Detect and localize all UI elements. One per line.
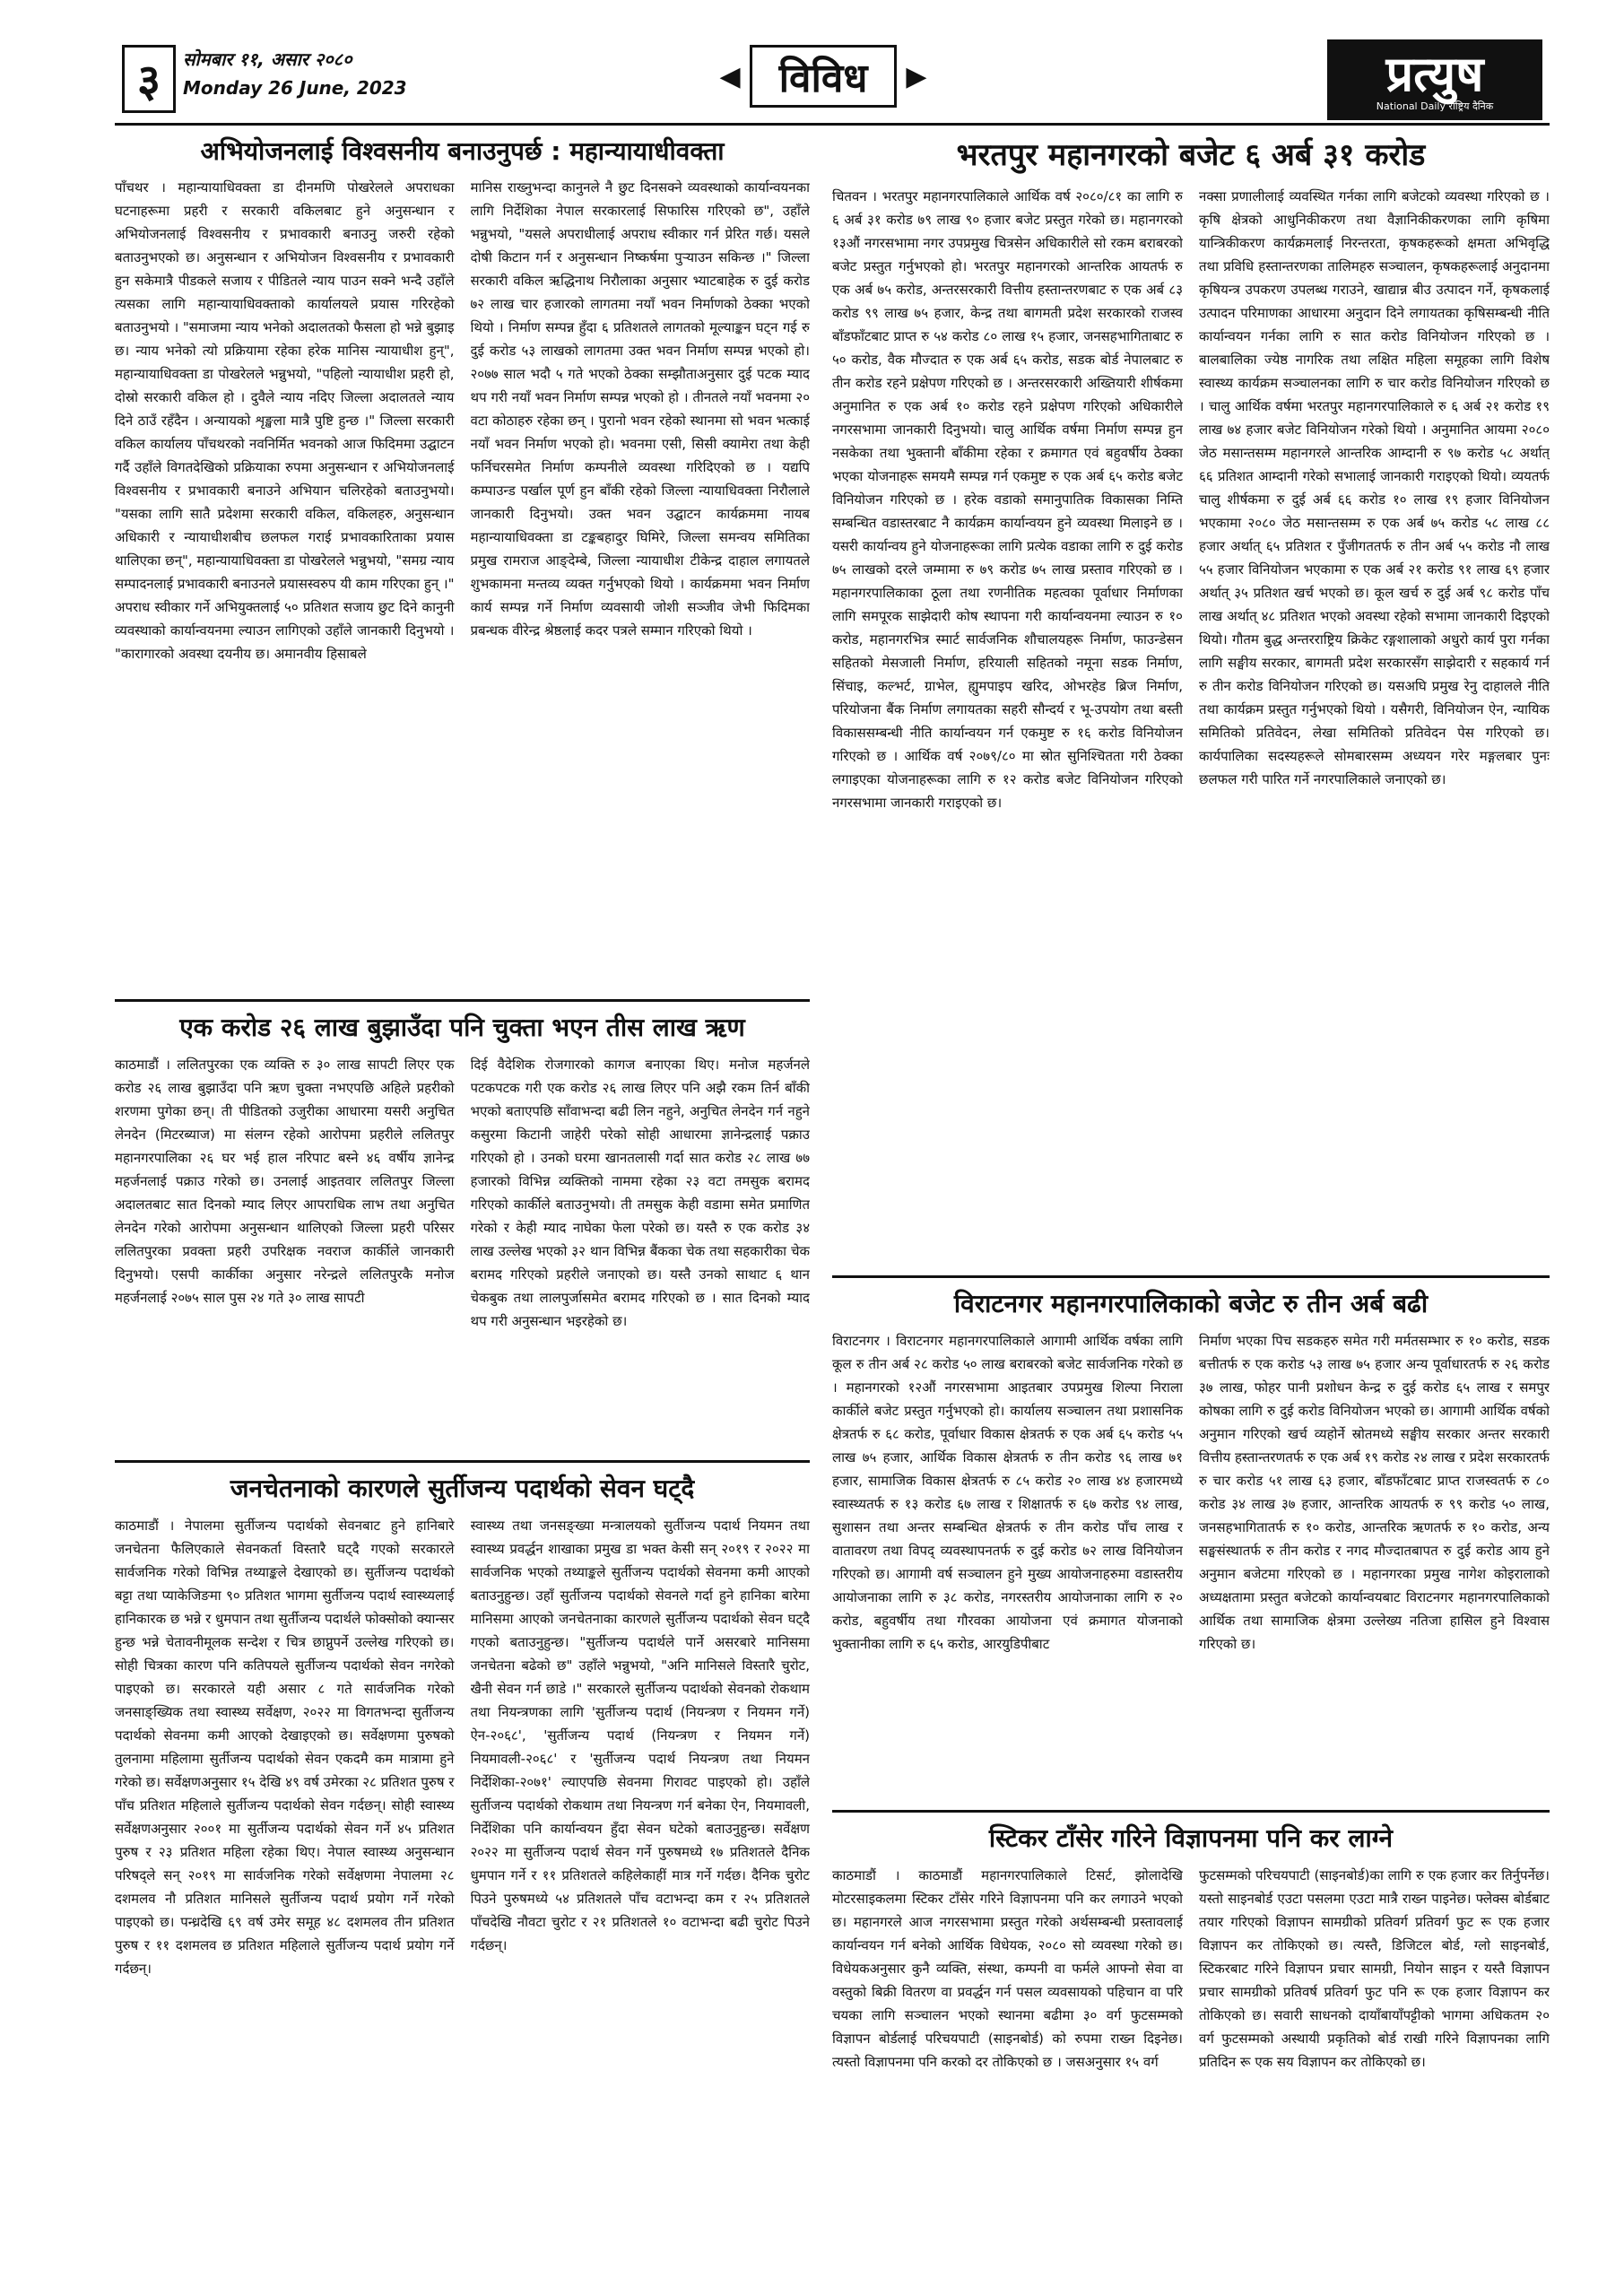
article-biratnagar-budget — [832, 1283, 1550, 1803]
article-tobacco — [115, 1467, 810, 2251]
newspaper-logo — [1327, 39, 1542, 120]
headline: विराटनगर महानगरपालिकाको बजेट रु तीन अर्ब बढी — [953, 1289, 1429, 1318]
article-sticker-tax — [832, 1817, 1550, 2251]
headline: स्टिकर टाँसेर गरिने विज्ञापनमा पनि कर लाग्ने — [988, 1823, 1394, 1853]
article-text-col1: काठमाडौं । ललितपुरका एक व्यक्ति रु ३० लाख सापटी लिएर एक करोड २६ लाख बुझाउँदा पनि ऋण चुक्ता नभएपछि अहिले प्रहरीको शरणमा पुगेका छन्। ती पीडितको उजुरीका आधारमा यसरी अनुचित लेनदेन (मिटरब्याज) मा संलग्न रहेको आरोपमा प्रहरीले ललितपुर महानगरपालिका २६ घर भई हाल नरिपाट बस्ने ४६ वर्षीय ज्ञानेन्द्र महर्जनलाई पक्राउ गरेको छ। उनलाई आइतवार ललितपुर जिल्ला अदालतबाट सात दिनको म्याद लिएर आपराधिक लाभ तथा अनुचित लेनदेन गरेको आरोपमा अनुसन्धान थालिएको जिल्ला प्रहरी परिसर ललितपुरका प्रवक्ता प्रहरी उपरिक्षक नवराज कार्कीले जानकारी दिनुभयो। एसपी कार्कीका अनुसार नरेन्द्रले ललितपुरकै मनोज महर्जनलाई २०७५ साल पुस २४ गते ३० लाख सापटी — [115, 1057, 455, 1306]
issue-date — [183, 45, 407, 102]
headline: अभियोजनलाई विश्वसनीय बनाउनुपर्छ : महान्यायाधीवक्ता — [200, 136, 725, 166]
headline: एक करोड २६ लाख बुझाउँदा पनि चुक्ता भएन तीस लाख ऋण — [179, 1013, 745, 1042]
divider — [115, 999, 810, 1002]
page-number: ३ — [122, 45, 176, 113]
article-attorney-general — [115, 131, 810, 992]
article-text-col2: नक्सा प्रणालीलाई व्यवस्थित गर्नका लागि बजेटको व्यवस्था गरिएको छ । कृषि क्षेत्रको आधुनिकीकरण तथा वैज्ञानिकीकरणका लागि कृषिमा यान्त्रिकीकरण कार्यक्रमलाई निरन्तरता, कृषकहरूको क्षमता अभिवृद्धि तथा प्रविधि हस्तान्तरणका तालिमहरु सञ्चालन, कृषकहरूलाई अनुदानमा कृषियन्त्र उपकरण उपलब्ध गराउने, खाद्यान्न बीउ उत्पादन गर्ने, कृषकलाई उत्पादन परिमाणका आधारमा अनुदान दिने लगायतका कृषिसम्बन्धी नीति कार्यान्वयन गर्नका लागि रु सात करोड विनियोजन गरिएको छ । बालबालिका ज्येष्ठ नागरिक तथा लक्षित महिला समूहका लागि विशेष स्वास्थ्य कार्यक्रम सञ्चालनका लागि रु चार करोड विनियोजन गरिएको छ । चालु आर्थिक वर्षमा भरतपुर महानगरपालिकाले रु ६ अर्ब २१ करोड १९ लाख ७४ हजार बजेट विनियोजन गरेको थियो । अनुमानित आयमा २०८० जेठ मसान्तसम्म महानगरले आन्तरिक आम्दानी रु ९७ करोड ५८ अर्थात् ६६ प्रतिशत आम्दानी गरेको सभालाई जानकारी गराइएको थियो। व्ययतर्फ चालु शीर्षकमा रु दुई अर्ब ६६ करोड १० लाख १९ हजार विनियोजन भएकामा २०८० जेठ मसान्तसम्म रु एक अर्ब ७५ करोड ५८ लाख ८८ हजार अर्थात् ६५ प्रतिशत र पुँजीगततर्फ रु तीन अर्ब ५५ करोड नौ लाख ५५ हजार विनियोजन भएकामा रु एक अर्ब २१ करोड ९१ लाख ६९ हजार अर्थात् ३५ प्रतिशत खर्च भएको छ। कूल खर्च रु दुई अर्ब ९८ करोड पाँच लाख अर्थात् ४८ प्रतिशत भएको अवस्था रहेको सभामा जानकारी दिइएको थियो। गौतम बुद्ध अन्तरराष्ट्रिय क्रिकेट रङ्गशालाको अधुरो कार्य पुरा गर्नका लागि सङ्घीय सरकार, बागमती प्रदेश सरकारसँग साझेदारी र सहकार्य गर्न रु तीन करोड विनियोजन गरिएको छ। यसअघि प्रमुख रेनु दाहालले नीति तथा कार्यक्रम प्रस्तुत गर्नुभएको थियो । यसैगरी, विनियोजन ऐन, न्यायिक समितिको प्रतिवेदन, लेखा समितिको प्रतिवेदन पेस गरिएको छ। कार्यपालिका सदस्यहरूले सोमबारसम्म अध्ययन गरेर मङ्गलबार पुनः छलफल गरी पारित गर्ने नगरपालिकाले जनाएको छ। — [1199, 188, 1550, 787]
date-nepali: सोमबार ११, असार २०८० — [183, 48, 352, 70]
article-text-col2: मानिस राख्नुभन्दा कानुनले नै छुट दिनसक्ने व्यवस्थाको कार्यान्वयनका लागि निर्देशिका नेपाल सरकारलाई सिफारिस गरिएको छ", उहाँले भन्नुभयो, "यसले अपराधीलाई अपराध स्वीकार गर्न प्रेरित गर्छ। यसले दोषी किटान गर्न र अनुसन्धान निष्कर्षमा पुऱ्याउन सकिन्छ ।" जिल्ला सरकारी वकिल ऋद्धिनाथ निरौलाका अनुसार भ्याटबाहेक रु दुई करोड ७२ लाख चार हजारको लागतमा नयाँ भवन निर्माणको ठेक्का भएको थियो । निर्माण सम्पन्न हुँदा ६ प्रतिशतले लागतको मूल्याङ्कन घट्न गई रु दुई करोड ५३ लाखको लागतमा उक्त भवन निर्माण सम्पन्न भएको हो। २०७७ साल भदौ ५ गते भएको ठेक्का सम्झौताअनुसार दुई पटक म्याद थप गरी नयाँ भवन निर्माण सम्पन्न भएको हो । तीनतले नयाँ भवनमा २० वटा कोठाहरु रहेका छन् । पुरानो भवन रहेको स्थानमा सो भवन भत्काई नयाँ भवन निर्माण भएको हो। भवनमा एसी, सिसी क्यामेरा तथा केही फर्निचरसमेत निर्माण कम्पनीले व्यवस्था गरिदिएको छ । यद्यपि कम्पाउन्ड पर्खाल पूर्ण हुन बाँकी रहेको जिल्ला न्यायाधिवक्ता निरौलाले जानकारी दिनुभयो। उक्त भवन उद्घाटन कार्यक्रममा नायब महान्यायाधिवक्ता डा टङ्कबहादुर घिमिरे, जिल्ला समन्वय समितिका प्रमुख रामराज आङ्देम्बे, जिल्ला न्यायाधीश टीकेन्द्र दाहाल लगायतले शुभकामना मन्तव्य व्यक्त गर्नुभएको थियो । कार्यक्रममा भवन निर्माण कार्य सम्पन्न गर्ने निर्माण व्यवसायी जोशी सञ्जीव जेभी फिदिमका प्रबन्धक वीरेन्द्र श्रेष्ठलाई कदर पत्रले सम्मान गरिएको थियो । — [470, 179, 810, 639]
article-text-col1: काठमाडौं । नेपालमा सुर्तीजन्य पदार्थको सेवनबाट हुने हानिबारे जनचेतना फैलिएकाले सेवनकर्ता विस्तारै घट्दै गएको सरकारले सार्वजनिक गरेको विभिन्न तथ्याङ्कले देखाएको छ। सुर्तीजन्य पदार्थको बट्टा तथा प्याकेजिङमा ९० प्रतिशत भागमा सुर्तीजन्य पदार्थ स्वास्थ्यलाई हानिकारक छ भन्ने र धुमपान तथा सुर्तीजन्य पदार्थले फोक्सोको क्यान्सर हुन्छ भन्ने चेतावनीमूलक सन्देश र चित्र छाप्नुपर्ने उल्लेख गरिएको छ। सोही चित्रका कारण पनि कतिपयले सुर्तीजन्य पदार्थको सेवन नगरेको पाइएको छ। सरकारले यही असार ८ गते सार्वजनिक गरेको जनसाङ्ख्यिक तथा स्वास्थ्य सर्वेक्षण, २०२२ मा विगतभन्दा सुर्तीजन्य पदार्थको सेवनमा कमी आएको देखाइएको छ। सर्वेक्षणमा पुरुषको तुलनामा महिलामा सुर्तीजन्य पदार्थको सेवन एकदमै कम मात्रामा हुने गरेको छ। सर्वेक्षणअनुसार १५ देखि ४९ वर्ष उमेरका २८ प्रतिशत पुरुष र पाँच प्रतिशत महिलाले सुर्तीजन्य पदार्थको सेवन गर्दछन्। सोही स्वास्थ्य सर्वेक्षणअनुसार २००१ मा सुर्तीजन्य पदार्थको सेवन गर्ने ४५ प्रतिशत पुरुष र २३ प्रतिशत महिला रहेका थिए। नेपाल स्वास्थ्य अनुसन्धान परिषद्ले सन् २०१९ मा सार्वजनिक गरेको सर्वेक्षणमा नेपालमा २८ दशमलव नौ प्रतिशत मानिसले सुर्तीजन्य पदार्थ प्रयोग गर्ने गरेको पाइएको छ। पन्ध्रदेखि ६९ वर्ष उमेर समूह ४८ दशमलव तीन प्रतिशत पुरुष र ११ दशमलव छ प्रतिशत महिलाले सुर्तीजन्य पदार्थ प्रयोग गर्ने गर्दछन्। — [115, 1518, 455, 1977]
logo-tagline-np: राष्ट्रिय दैनिक — [1448, 100, 1494, 112]
logo-tagline-en: National Daily — [1376, 100, 1446, 112]
article-text-col2: स्वास्थ्य तथा जनसङ्ख्या मन्त्रालयको सुर्तीजन्य पदार्थ नियमन तथा स्वास्थ्य प्रवर्द्धन शाखाका प्रमुख डा भक्त केसी सन् २०१९ र २०२२ मा सार्वजनिक भएको तथ्याङ्कले सुर्तीजन्य पदार्थको सेवनमा कमी आएको बताउनुहुन्छ। उहाँ सुर्तीजन्य पदार्थको सेवनले गर्दा हुने हानिका बारेमा मानिसमा आएको जनचेतनाका कारणले सुर्तीजन्य पदार्थको सेवन घट्दै गएको बताउनुहुन्छ। "सुर्तीजन्य पदार्थले पार्ने असरबारे मानिसमा जनचेतना बढेको छ" उहाँले भन्नुभयो, "अनि मानिसले विस्तारै चुरोट, खैनी सेवन गर्न छाडे ।" सरकारले सुर्तीजन्य पदार्थको सेवनको रोकथाम तथा नियन्त्रणका लागि 'सुर्तीजन्य पदार्थ (नियन्त्रण र नियमन गर्ने) ऐन-२०६८', 'सुर्तीजन्य पदार्थ (नियन्त्रण र नियमन गर्ने) नियमावली-२०६८' र 'सुर्तीजन्य पदार्थ नियन्त्रण तथा नियमन निर्देशिका-२०७१' ल्याएपछि सेवनमा गिरावट पाइएको हो। उहाँले सुर्तीजन्य पदार्थको रोकथाम तथा नियन्त्रण गर्न बनेका ऐन, नियमावली, निर्देशिका पनि कार्यान्वयन हुँदा सेवन घटेको बताउनुहुन्छ। सर्वेक्षण २०२२ मा सुर्तीजन्य पदार्थ सेवन गर्ने पुरुषमध्ये १७ प्रतिशतले दैनिक धुमपान गर्ने र ११ प्रतिशतले कहिलेकाहीं मात्र गर्ने गर्दछ। दैनिक चुरोट पिउने पुरुषमध्ये ५४ प्रतिशतले पाँच वटाभन्दा कम र २५ प्रतिशतले पाँचदेखि नौवटा चुरोट र २१ प्रतिशतले १० वटाभन्दा बढी चुरोट पिउने गर्दछन्। — [470, 1518, 810, 1953]
left-arrow-icon: ◀ — [719, 60, 741, 92]
article-text-col1: पाँचथर । महान्यायाधिवक्ता डा दीनमणि पोखरेलले अपराधका घटनाहरूमा प्रहरी र सरकारी वकिलबाट हुने अनुसन्धान र अभियोजनलाई विश्वसनीय र प्रभावकारी बनाउनु जरुरी रहेको बताउनुभएको छ। अनुसन्धान र अभियोजन विश्वसनीय र प्रभावकारी हुन सकेमात्रै पीडकले सजाय र पीडितले न्याय पाउन सक्ने भन्दै उहाँले त्यसका लागि महान्यायाधिवक्ताको कार्यालयले प्रयास गरिरहेको बताउनुभयो । "समाजमा न्याय भनेको अदालतको फैसला हो भन्ने बुझाइ छ। न्याय भनेको त्यो प्रक्रियामा रहेका हरेक मानिस न्यायाधीश हुन्", महान्यायाधिवक्ता डा पोखरेलले भन्नुभयो, "पहिलो न्यायाधीश प्रहरी हो, दोस्रो सरकारी वकिल हो । दुवैले न्याय नदिए जिल्ला अदालतले न्याय दिने ठाउँ रहँदैन । अन्यायको शृङ्खला मात्रै पुष्टि हुन्छ ।" जिल्ला सरकारी वकिल कार्यालय पाँचथरको नवनिर्मित भवनको आज फिदिममा उद्घाटन गर्दै उहाँले विगतदेखिको प्रक्रियाका रुपमा अनुसन्धान र अभियोजनलाई विश्वसनीय र प्रभावकारी बनाउने अभियान चलिरहेको बताउनुभयो। "यसका लागि सातै प्रदेशमा सरकारी वकिल, वकिलहरु, अनुसन्धान अधिकारी र न्यायाधीशबीच छलफल गराई प्रभावकारिताका प्रयास थालिएका छन्", महान्यायाधिवक्ता डा पोखरेलले भन्नुभयो, "समग्र न्याय सम्पादनलाई प्रभावकारी बनाउनले प्रयासस्वरुप यी काम गरिएका हुन् ।" अपराध स्वीकार गर्ने अभियुक्तलाई ५० प्रतिशत सजाय छुट दिने कानुनी व्यवस्थाको कार्यान्वयनमा ल्याउन लागिएको उहाँले जानकारी दिनुभयो । "कारागारको अवस्था दयनीय छ। अमानवीय हिसाबले — [115, 179, 455, 662]
headline: भरतपुर महानगरको बजेट ६ अर्ब ३१ करोड — [956, 137, 1426, 173]
article-text-col1: विराटनगर । विराटनगर महानगरपालिकाले आगामी आर्थिक वर्षका लागि कूल रु तीन अर्ब २८ करोड ५० लाख बराबरको बजेट सार्वजनिक गरेको छ । महानगरको १२औं नगरसभामा आइतबार उपप्रमुख शिल्पा निराला कार्कीले बजेट प्रस्तुत गर्नुभएको हो। कार्यालय सञ्चालन तथा प्रशासनिक क्षेत्रतर्फ रु ६८ करोड, पूर्वाधार विकास क्षेत्रतर्फ रु एक अर्ब ६५ करोड ५५ लाख ७५ हजार, आर्थिक विकास क्षेत्रतर्फ रु तीन करोड ९६ लाख ७१ हजार, सामाजिक विकास क्षेत्रतर्फ रु ८५ करोड २० लाख ४४ हजारमध्ये स्वास्थ्यतर्फ रु १३ करोड ६७ लाख र शिक्षातर्फ रु ६७ करोड ९४ लाख, सुशासन तथा अन्तर सम्बन्धित क्षेत्रतर्फ रु तीन करोड पाँच लाख र वातावरण तथा विपद् व्यवस्थापनतर्फ रु दुई करोड ७२ लाख विनियोजन गरिएको छ। आगामी वर्ष सञ्चालन हुने मुख्य आयोजनाहरुमा वडास्तरीय आयोजनाका लागि रु ३८ करोड, नगरस्तरीय आयोजनाका लागि रु २० करोड, बहुवर्षीय तथा गौरवका आयोजना एवं क्रमागत योजनाको भुक्तानीका लागि रु ६५ करोड, आरयुडिपीबाट — [832, 1333, 1183, 1652]
newspaper-page — [115, 36, 1550, 2251]
article-bharatpur-budget — [832, 131, 1550, 1270]
article-text-col1: काठमाडौं । काठमाडौं महानगरपालिकाले टिसर्ट, झोलादेखि मोटरसाइकलमा स्टिकर टाँसेर गरिने विज्ञापनमा पनि कर लगाउने भएको छ। महानगरले आज नगरसभामा प्रस्तुत गरेको अर्थसम्बन्धी प्रस्तावलाई कार्यान्वयन गर्न बनेको आर्थिक विधेयक, २०८० सो व्यवस्था गरेको छ। विधेयकअनुसार कुनै व्यक्ति, संस्था, कम्पनी वा फर्मले आफ्नो सेवा वा वस्तुको बिक्री वितरण वा प्रवर्द्धन गर्न पसल व्यवसायको पहिचान वा परि चयका लागि सञ्चालन भएको स्थानमा बढीमा ३० वर्ग फुटसम्मको विज्ञापन बोर्डलाई परिचयपाटी (साइनबोर्ड) को रुपमा राख्न दिइनेछ। त्यस्तो विज्ञापनमा पनि करको दर तोकिएको छ । जसअनुसार १५ वर्ग — [832, 1867, 1183, 2070]
article-text-col1: चितवन । भरतपुर महानगरपालिकाले आर्थिक वर्ष २०८०/८१ का लागि रु ६ अर्ब ३१ करोड ७९ लाख ९० हजार बजेट प्रस्तुत गरेको छ। महानगरको १३औं नगरसभामा नगर उपप्रमुख चित्रसेन अधिकारीले सो रकम बराबरको बजेट प्रस्तुत गर्नुभएको हो। भरतपुर महानगरको आन्तरिक आयतर्फ रु एक अर्ब ७५ करोड, अन्तरसरकारी वित्तीय हस्तान्तरणबाट रु एक अर्ब ८३ करोड ९९ लाख ७५ हजार, केन्द्र तथा बागमती प्रदेश सरकारको राजस्व बाँडफाँटबाट प्राप्त रु ५४ करोड ८० लाख १५ हजार, जनसहभागिताबाट रु ५० करोड, वैक मौज्दात रु एक अर्ब ६५ करोड, सडक बोर्ड नेपालबाट रु तीन करोड रहने प्रक्षेपण गरिएको छ । अन्तरसरकारी अख्तियारी शीर्षकमा अनुमानित रु एक अर्ब १० करोड रहने प्रक्षेपण गरिएको अधिकारीले नगरसभामा जानकारी दिनुभयो। चालु आर्थिक वर्षमा निर्माण सम्पन्न हुन नसकेका तथा भुक्तानी बाँकीमा रहेका र क्रमागत एवं बहुवर्षीय ठेक्का भएका योजनाहरू समयमै सम्पन्न गर्न एकमुष्ट रु एक अर्ब ६५ करोड बजेट विनियोजन गरिएको छ । हरेक वडाको समानुपातिक विकासका निम्ति सम्बन्धित वडास्तरबाट नै कार्यक्रम कार्यान्वयन हुने व्यवस्था मिलाइने छ । यसरी कार्यान्वय हुने योजनाहरूका लागि प्रत्येक वडाका लागि रु दुई करोड ७५ लाखको दरले जम्मामा रु ७९ करोड ७५ लाख प्रस्ताव गरिएको छ । महानगरपालिकाका ठूला तथा रणनीतिक महत्वका पूर्वाधार निर्माणका लागि समपूरक साझेदारी कोष स्थापना गरी कार्यान्वयनमा ल्याउन रु १० करोड, महानगरभित्र स्मार्ट सार्वजनिक शौचालयहरू निर्माण, फाउन्डेसन सहितको मेसजाली निर्माण, हरियाली सहितको नमूना सडक निर्माण, सिंचाइ, कल्भर्ट, ग्राभेल, ह्युमपाइप खरिद, ओभरहेड ब्रिज निर्माण, परियोजना बैंक निर्माण लगायतका सहरी सौन्दर्य र भू-उपयोग तथा बस्ती विकाससम्बन्धी नीति कार्यान्वयन गर्न एकमुष्ट रु १६ करोड विनियोजन गरिएको छ । आर्थिक वर्ष २०७९/८० मा स्रोत सुनिश्चितता गरी ठेक्का लगाइएका योजनाहरूका लागि रु १२ करोड बजेट विनियोजन गरिएको नगरसभामा जानकारी गराइएको छ। — [832, 188, 1183, 811]
logo-text: प्रत्युष — [1385, 45, 1484, 102]
headline: जनचेतनाको कारणले सुर्तीजन्य पदार्थको सेवन घट्दै — [230, 1474, 695, 1503]
article-text-col2: निर्माण भएका पिच सडकहरु समेत गरी मर्मतसम्भार रु १० करोड, सडक बत्तीतर्फ रु एक करोड ५३ लाख ७५ हजार अन्य पूर्वाधारतर्फ रु २६ करोड ३७ लाख, फोहर पानी प्रशोधन केन्द्र रु दुई करोड ६५ लाख र समपुर कोषका लागि रु दुई करोड विनियोजन भएको छ। आगामी आर्थिक वर्षको अनुमान गरिएको खर्च व्यहोर्ने स्रोतमध्ये सङ्घीय सरकार अन्तर सरकारी वित्तीय हस्तान्तरणतर्फ रु एक अर्ब १९ करोड २४ लाख र प्रदेश सरकारतर्फ रु चार करोड ५१ लाख ६३ हजार, बाँडफाँटबाट प्राप्त राजस्वतर्फ रु ८० करोड ३४ लाख ३७ हजार, आन्तरिक आयतर्फ रु ९९ करोड ५० लाख, जनसहभागितातर्फ रु १० करोड, आन्तरिक ऋणतर्फ रु १० करोड, अन्य सङ्घसंस्थातर्फ रु तीन करोड र नगद मौज्दातबापत रु दुई करोड आय हुने अनुमान बजेटमा गरिएको छ । महानगरका प्रमुख नागेश कोइरालाको अध्यक्षतामा प्रस्तुत बजेटको कार्यान्वयबाट विराटनगर महानगरपालिकाको आर्थिक तथा सामाजिक क्षेत्रमा उल्लेख्य नतिजा हासिल हुने विश्वास गरिएको छ। — [1199, 1333, 1550, 1652]
article-text-col2: दिई वैदेशिक रोजगारको कागज बनाएका थिए। मनोज महर्जनले पटकपटक गरी एक करोड २६ लाख लिएर पनि अझै रकम तिर्न बाँकी भएको बताएपछि साँवाभन्दा बढी लिन नहुने, अनुचित लेनदेन गर्न नहुने कसुरमा किटानी जाहेरी परेको सोही आधारमा ज्ञानेन्द्रलाई पक्राउ गरिएको हो । उनको घरमा खानतलासी गर्दा सात करोड २८ लाख ७७ हजारको विभिन्न व्यक्तिको नाममा रहेका २३ वटा तमसुक बरामद गरिएको कार्कीले बताउनुभयो। ती तमसुक केही वडामा समेत प्रमाणित गरेको र केही म्याद नाघेका फेला परेको छ। यस्तै रु एक करोड ३४ लाख उल्लेख भएको ३२ थान विभिन्न बैंकका चेक तथा सहकारीका चेक बरामद गरिएको प्रहरीले जनाएको छ। यस्तै उनको साथाट ६ थान चेकबुक तथा लालपुर्जासमेत बरामद गरिएको छ । सात दिनको म्याद थप गरी अनुसन्धान भइरहेको छ। — [470, 1057, 810, 1329]
right-arrow-icon: ▶ — [906, 60, 927, 92]
date-english: Monday 26 June, 2023 — [183, 77, 407, 99]
divider — [832, 1810, 1550, 1813]
divider — [832, 1275, 1550, 1278]
article-loan — [115, 1006, 810, 1455]
section-title: विविध — [750, 45, 898, 108]
article-text-col2: फुटसम्मको परिचयपाटी (साइनबोर्ड)का लागि रु एक हजार कर तिर्नुपर्नेछ। यस्तो साइनबोर्ड एउटा पसलमा एउटा मात्रै राख्न पाइनेछ। फ्लेक्स बोर्डबाट तयार गरिएको विज्ञापन सामग्रीको प्रतिवर्ग प्रतिवर्ग फुट रू एक हजार विज्ञापन कर तोकिएको छ। त्यस्तै, डिजिटल बोर्ड, ग्लो साइनबोर्ड, स्टिकरबाट गरिने विज्ञापन प्रचार सामग्री, नियोन साइन र यस्तै विज्ञापन प्रचार सामग्रीको प्रतिवर्ष प्रतिवर्ग फुट पनि रू एक हजार विज्ञापन कर तोकिएको छ। सवारी साधनको दायाँबायाँपट्टीको भागमा अधिकतम २० वर्ग फुटसम्मको अस्थायी प्रकृतिको बोर्ड राखी गरिने विज्ञापनका लागि प्रतिदिन रू एक सय विज्ञापन कर तोकिएको छ। — [1199, 1867, 1550, 2070]
divider — [115, 1460, 810, 1463]
masthead — [115, 36, 1550, 126]
section-banner — [689, 43, 958, 109]
